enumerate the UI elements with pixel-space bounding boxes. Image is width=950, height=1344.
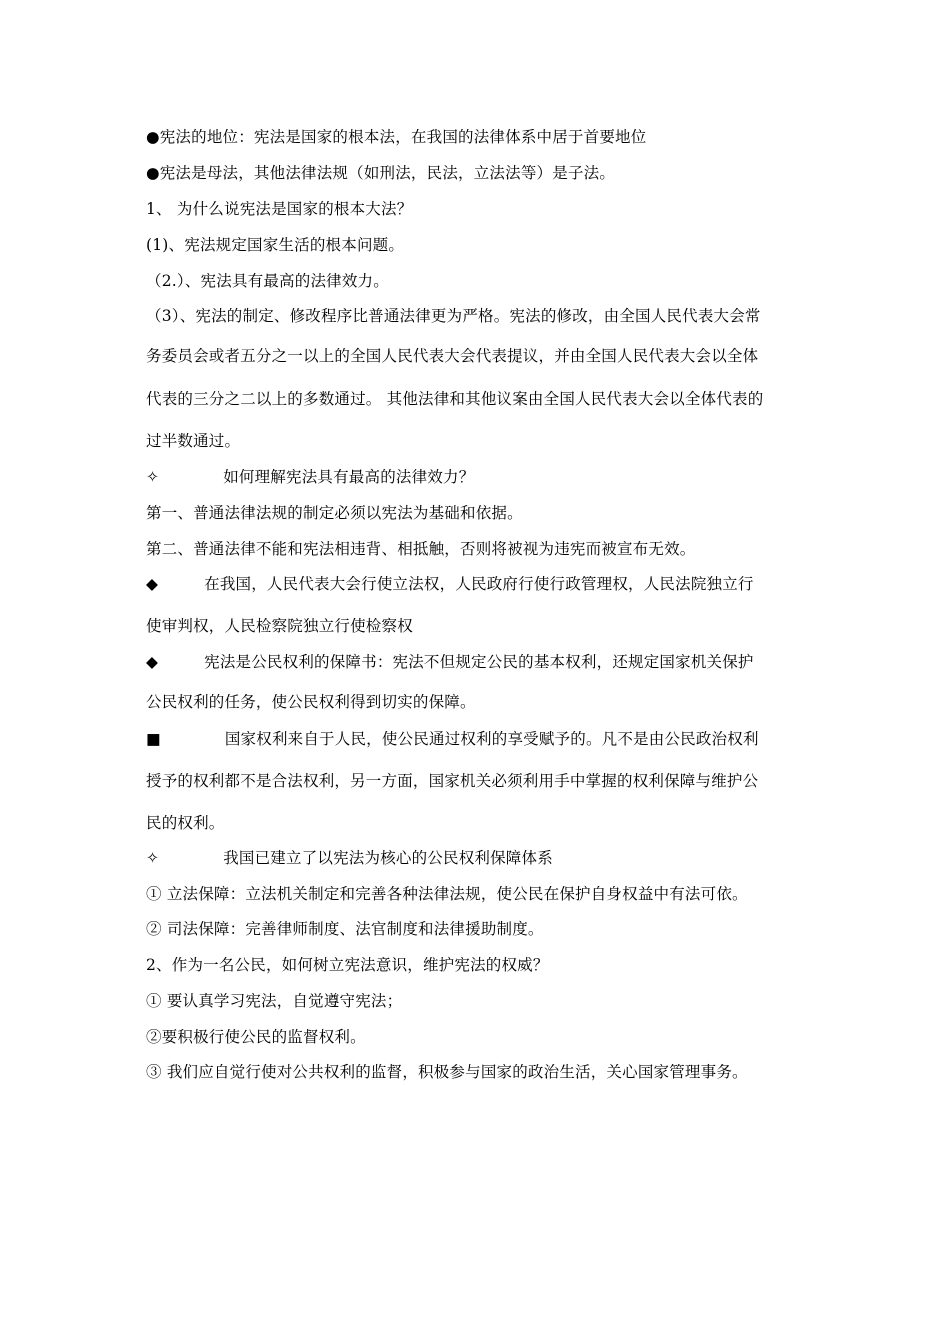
text-line	[146, 467, 816, 487]
text-line: 公民权利的任务，使公民权利得到切实的保障。	[146, 693, 476, 711]
text-line: （2.）、宪法具有最高的法律效力。	[146, 272, 389, 290]
text-line: (1)、宪法规定国家生活的根本问题。	[146, 236, 405, 254]
text-line	[146, 574, 816, 594]
text-line	[146, 729, 816, 749]
text-line: ②要积极行使公民的监督权利。	[146, 1028, 366, 1046]
square-filled-icon: ■	[146, 730, 161, 748]
text-line: ●宪法的地位：宪法是国家的根本法，在我国的法律体系中居于首要地位	[146, 128, 647, 146]
line-text: 宪法是公民权利的保障书：宪法不但规定公民的基本权利，还规定国家机关保护	[204, 653, 754, 671]
line-text: 我国已建立了以宪法为核心的公民权利保障体系	[223, 849, 553, 867]
text-line: 民的权利。	[146, 814, 225, 832]
text-line: 代表的三分之二以上的多数通过。 其他法律和其他议案由全国人民代表大会以全体代表的	[146, 390, 764, 408]
text-line	[146, 848, 816, 868]
line-text: 国家权利来自于人民，使公民通过权利的享受赋予的。凡不是由公民政治权利	[224, 730, 759, 748]
line-text: 如何理解宪法具有最高的法律效力？	[223, 468, 475, 486]
text-line: 第一、普通法律法规的制定必须以宪法为基础和依据。	[146, 504, 523, 522]
text-line: 1、 为什么说宪法是国家的根本大法？	[146, 200, 413, 218]
text-line: ① 要认真学习宪法，自觉遵守宪法；	[146, 992, 403, 1010]
diamond-outline-icon: ✧	[146, 849, 160, 867]
text-line: 授予的权利都不是合法权利，另一方面，国家机关必须利用手中掌握的权利保障与维护公	[146, 772, 759, 790]
text-line: ●宪法是母法，其他法律法规（如刑法，民法，立法法等）是子法。	[146, 164, 616, 182]
line-text: 在我国，人民代表大会行使立法权，人民政府行使行政管理权，人民法院独立行	[204, 575, 754, 593]
diamond-outline-icon: ✧	[146, 468, 160, 486]
diamond-filled-icon: ◆	[146, 653, 159, 671]
text-line: 使审判权，人民检察院独立行使检察权	[146, 617, 413, 635]
text-line: （3）、宪法的制定、修改程序比普通法律更为严格。宪法的修改，由全国人民代表大会常	[146, 307, 761, 325]
diamond-filled-icon: ◆	[146, 575, 159, 593]
text-line: 务委员会或者五分之一以上的全国人民代表大会代表提议，并由全国人民代表大会以全体	[146, 347, 759, 365]
text-line	[146, 652, 816, 672]
text-line: ③ 我们应自觉行使对公共权利的监督，积极参与国家的政治生活，关心国家管理事务。	[146, 1063, 748, 1081]
text-line: 第二、普通法律不能和宪法相违背、相抵触，否则将被视为违宪而被宣布无效。	[146, 540, 696, 558]
text-line: 过半数通过。	[146, 432, 241, 450]
text-line: ① 立法保障：立法机关制定和完善各种法律法规，使公民在保护自身权益中有法可依。	[146, 885, 748, 903]
text-line: 2、作为一名公民，如何树立宪法意识，维护宪法的权威？	[146, 956, 549, 974]
text-line: ② 司法保障：完善律师制度、法官制度和法律援助制度。	[146, 920, 544, 938]
